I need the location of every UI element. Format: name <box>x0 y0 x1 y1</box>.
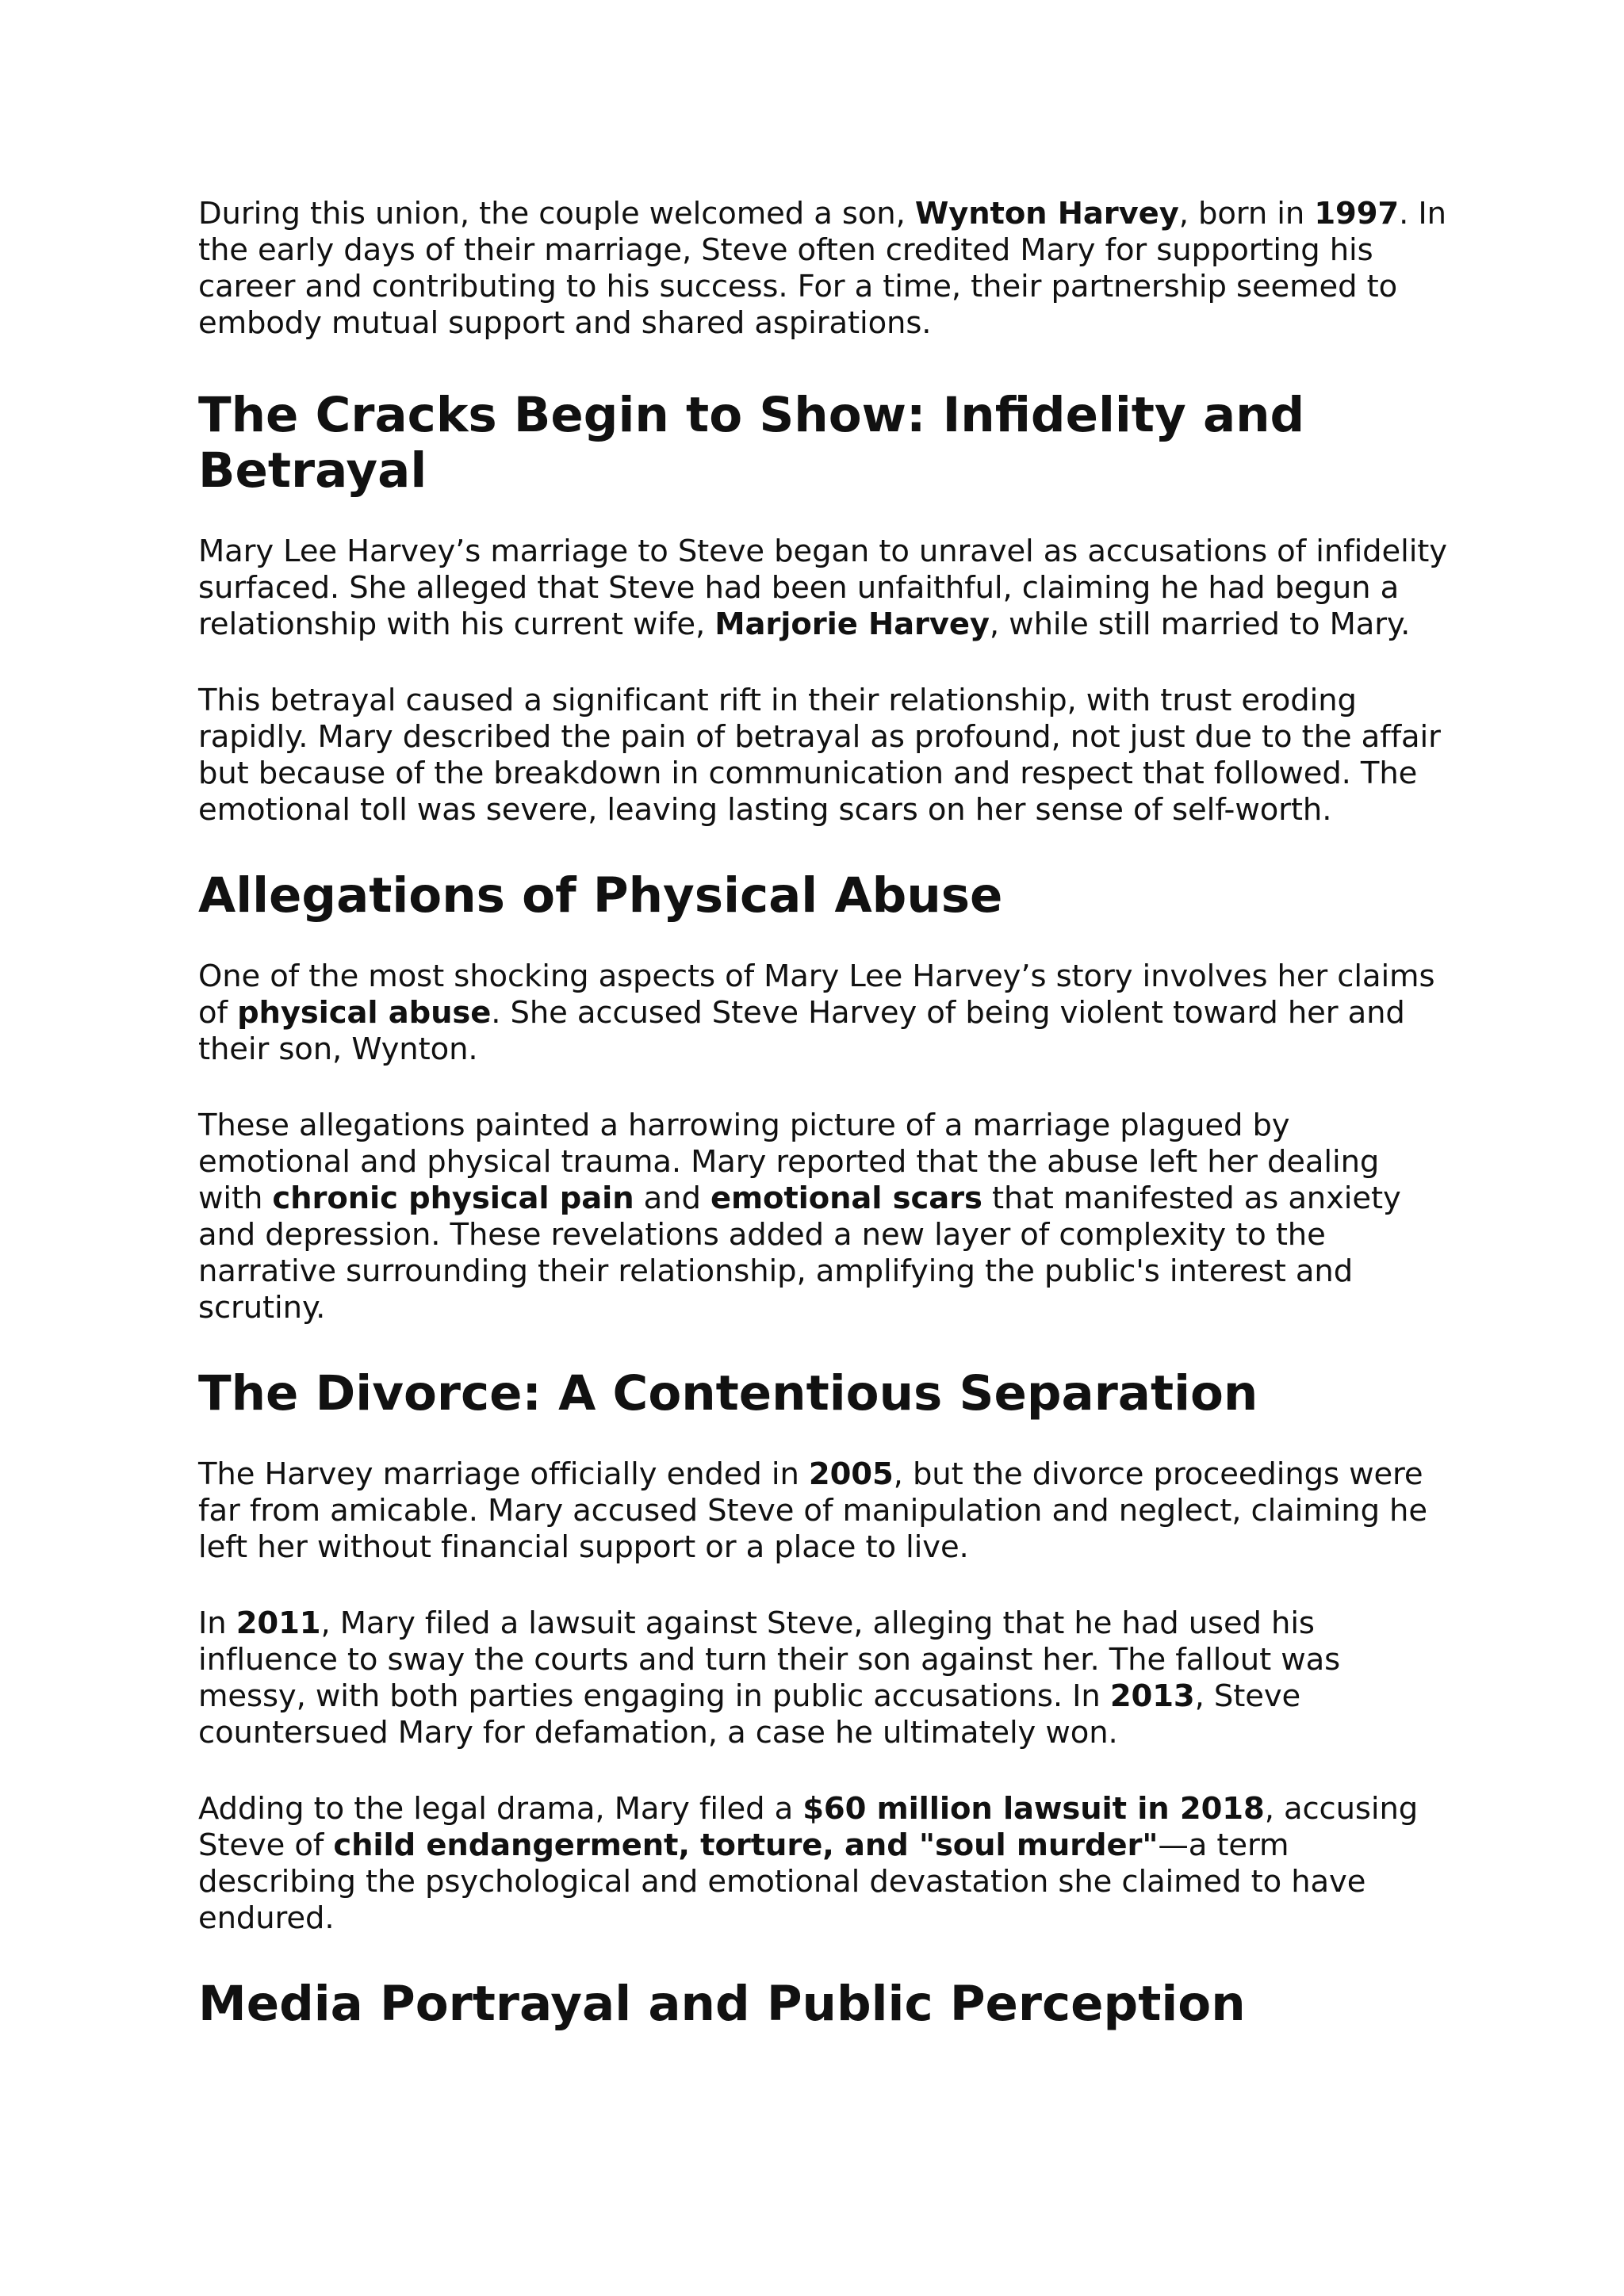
cracks-paragraph-2: This betrayal caused a significant rift in their relationship, with trust eroding rapidly. Mary described the pain of betrayal as profound, not just due to the affair but because of the breakdown in communication and respect that followed. The emotional toll was severe, leaving lasting scars on her sense of self-worth. <box>198 683 1441 828</box>
text: In <box>198 1605 236 1641</box>
text: . In the early days of their marriage, Steve often credited Mary for supporting his career and contributing to his success. For a time, their partnership seemed to embody mutual support and shared aspirations. <box>198 196 1446 341</box>
bold-phrase: chronic physical pain <box>272 1181 634 1216</box>
text: , Steve countersued Mary for defamation, a case he ultimately won. <box>198 1678 1301 1751</box>
text: Adding to the legal drama, Mary filed a <box>198 1791 803 1827</box>
section-heading-divorce: The Divorce: A Contentious Separation <box>198 1365 1258 1422</box>
text: , born in <box>1178 196 1315 232</box>
bold-name: Marjorie Harvey <box>714 607 990 642</box>
section-heading-media: Media Portrayal and Public Perception <box>198 1976 1246 2032</box>
text: and <box>634 1181 710 1216</box>
bold-name: Wynton Harvey <box>914 196 1179 232</box>
bold-year: 2005 <box>808 1456 894 1492</box>
text: During this union, the couple welcomed a son, <box>198 196 915 232</box>
bold-phrase: child endangerment, torture, and "soul murder" <box>333 1827 1159 1863</box>
bold-phrase: physical abuse <box>237 995 492 1031</box>
text: These allegations painted a harrowing picture of a marriage plagued by emotional and physical trauma. Mary reported that the abuse left her dealing with <box>198 1108 1380 1216</box>
abuse-paragraph-2 <box>198 1108 1451 1326</box>
text: , while still married to Mary. <box>989 607 1411 642</box>
text: . She accused Steve Harvey of being violent toward her and their son, Wynton. <box>198 995 1405 1067</box>
bold-phrase: $60 million lawsuit in 2018 <box>802 1791 1265 1827</box>
bold-year: 2011 <box>236 1605 321 1641</box>
text: , Mary filed a lawsuit against Steve, alleging that he had used his influence to sway the courts and turn their son against her. The fallout was messy, with both parties engaging in public accusations. In <box>198 1605 1341 1714</box>
text: that manifested as anxiety and depression. These revelations added a new layer of complexity to the narrative surrounding their relationship, amplifying the public's interest and scrutiny. <box>198 1181 1401 1326</box>
divorce-paragraph-1 <box>198 1456 1451 1566</box>
section-heading-cracks: The Cracks Begin to Show: Infidelity and Betrayal <box>198 387 1305 499</box>
intro-paragraph <box>198 196 1451 342</box>
text: The Harvey marriage officially ended in <box>198 1456 809 1492</box>
abuse-paragraph-1 <box>198 959 1451 1068</box>
text: , but the divorce proceedings were far from amicable. Mary accused Steve of manipulation and neglect, claiming he left her without financial support or a place to live. <box>198 1456 1427 1565</box>
bold-phrase: emotional scars <box>710 1181 982 1216</box>
divorce-paragraph-2 <box>198 1605 1451 1751</box>
text: One of the most shocking aspects of Mary Lee Harvey’s story involves her claims of <box>198 959 1435 1031</box>
document-page <box>198 196 1451 2072</box>
bold-year: 1997 <box>1314 196 1400 232</box>
text: Mary Lee Harvey’s marriage to Steve began to unravel as accusations of infidelity surfaced. She alleged that Steve had been unfaithful, claiming he had begun a relationship with his current wife, <box>198 534 1447 642</box>
cracks-paragraph-1 <box>198 534 1451 643</box>
text: , accusing Steve of <box>198 1791 1419 1863</box>
text: —a term describing the psychological and emotional devastation she claimed to have endured. <box>198 1827 1366 1936</box>
bold-year: 2013 <box>1109 1678 1195 1714</box>
divorce-paragraph-3 <box>198 1791 1451 1937</box>
section-heading-abuse: Allegations of Physical Abuse <box>198 867 1003 924</box>
